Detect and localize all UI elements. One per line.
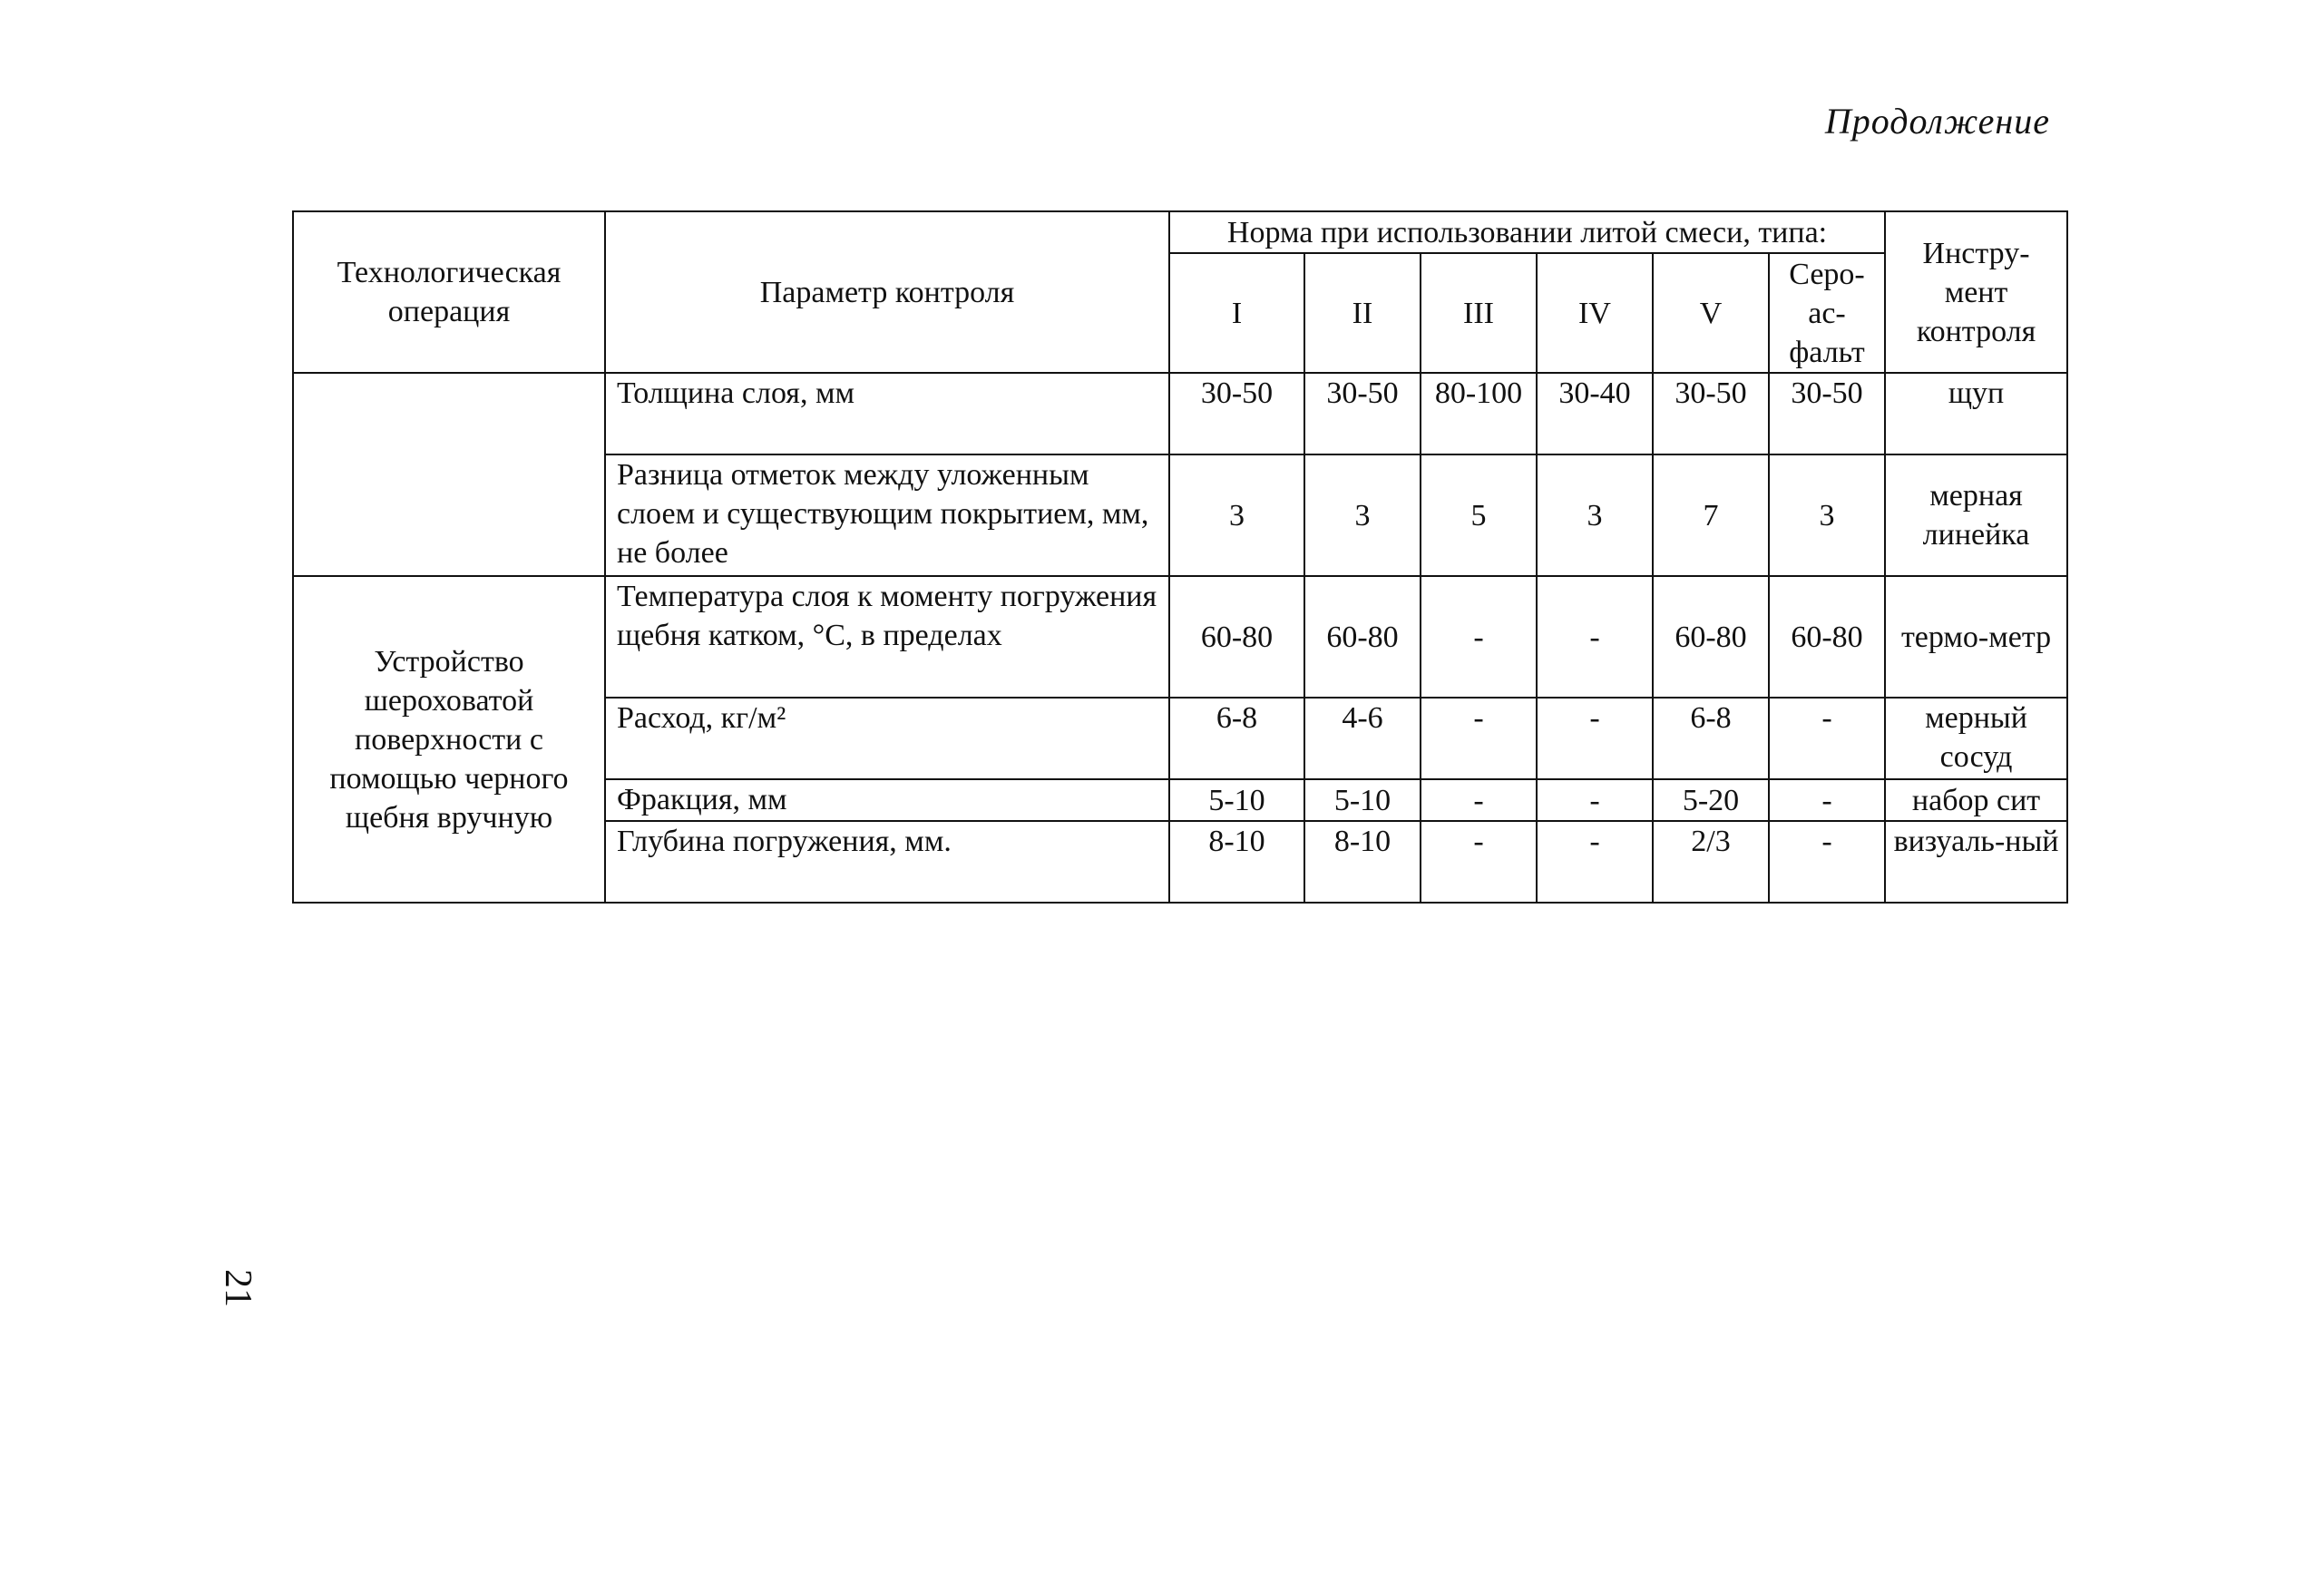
value-cell: 60-80: [1769, 576, 1885, 698]
parameter-cell: Температура слоя к моменту погружения щебня катком, °С, в пределах: [605, 576, 1169, 698]
header-type: Серо-ас-фальт: [1769, 253, 1885, 373]
value-cell: 60-80: [1653, 576, 1769, 698]
tool-cell: мерная линейка: [1885, 454, 2067, 576]
value-cell: 7: [1653, 454, 1769, 576]
tool-cell: щуп: [1885, 373, 2067, 454]
value-cell: -: [1421, 821, 1537, 903]
value-cell: 5: [1421, 454, 1537, 576]
value-cell: -: [1537, 576, 1653, 698]
header-type: I: [1169, 253, 1304, 373]
value-cell: 30-40: [1537, 373, 1653, 454]
parameter-cell: Расход, кг/м²: [605, 698, 1169, 779]
value-cell: 3: [1169, 454, 1304, 576]
value-cell: -: [1769, 698, 1885, 779]
header-norm-group: Норма при использовании литой смеси, типа:: [1169, 211, 1885, 253]
value-cell: 5-10: [1304, 779, 1421, 821]
value-cell: -: [1769, 779, 1885, 821]
control-table: [292, 210, 2068, 904]
parameter-cell: Глубина погружения, мм.: [605, 821, 1169, 903]
page-number: 21: [217, 1269, 259, 1307]
tool-cell: визуаль-ный: [1885, 821, 2067, 903]
tool-cell: набор сит: [1885, 779, 2067, 821]
header-operation: Технологическая операция: [293, 211, 605, 373]
header-type: II: [1304, 253, 1421, 373]
value-cell: -: [1421, 698, 1537, 779]
value-cell: 30-50: [1769, 373, 1885, 454]
table-row: [293, 576, 2067, 698]
value-cell: 30-50: [1304, 373, 1421, 454]
value-cell: 6-8: [1653, 698, 1769, 779]
value-cell: -: [1421, 779, 1537, 821]
value-cell: 8-10: [1169, 821, 1304, 903]
value-cell: 30-50: [1169, 373, 1304, 454]
value-cell: 60-80: [1304, 576, 1421, 698]
value-cell: 2/3: [1653, 821, 1769, 903]
value-cell: -: [1537, 779, 1653, 821]
parameter-cell: Разница отметок между уложенным слоем и существующим покрытием, мм, не более: [605, 454, 1169, 576]
header-parameter: Параметр контроля: [605, 211, 1169, 373]
header-type: V: [1653, 253, 1769, 373]
value-cell: 6-8: [1169, 698, 1304, 779]
header-tool: Инстру-мент контроля: [1885, 211, 2067, 373]
value-cell: -: [1421, 576, 1537, 698]
parameter-cell: Фракция, мм: [605, 779, 1169, 821]
tool-cell: термо-метр: [1885, 576, 2067, 698]
value-cell: 3: [1537, 454, 1653, 576]
tool-cell: мерный сосуд: [1885, 698, 2067, 779]
value-cell: 3: [1304, 454, 1421, 576]
continuation-label: Продолжение: [1824, 101, 2050, 142]
value-cell: -: [1769, 821, 1885, 903]
operation-cell: [293, 373, 605, 576]
header-type: IV: [1537, 253, 1653, 373]
value-cell: 3: [1769, 454, 1885, 576]
value-cell: 30-50: [1653, 373, 1769, 454]
value-cell: -: [1537, 821, 1653, 903]
table-row: [293, 373, 2067, 454]
operation-cell: Устройство шероховатой поверхности с помощью черного щебня вручную: [293, 576, 605, 903]
value-cell: 4-6: [1304, 698, 1421, 779]
parameter-cell: Толщина слоя, мм: [605, 373, 1169, 454]
value-cell: 80-100: [1421, 373, 1537, 454]
header-type: III: [1421, 253, 1537, 373]
value-cell: -: [1537, 698, 1653, 779]
value-cell: 8-10: [1304, 821, 1421, 903]
value-cell: 5-20: [1653, 779, 1769, 821]
value-cell: 60-80: [1169, 576, 1304, 698]
value-cell: 5-10: [1169, 779, 1304, 821]
